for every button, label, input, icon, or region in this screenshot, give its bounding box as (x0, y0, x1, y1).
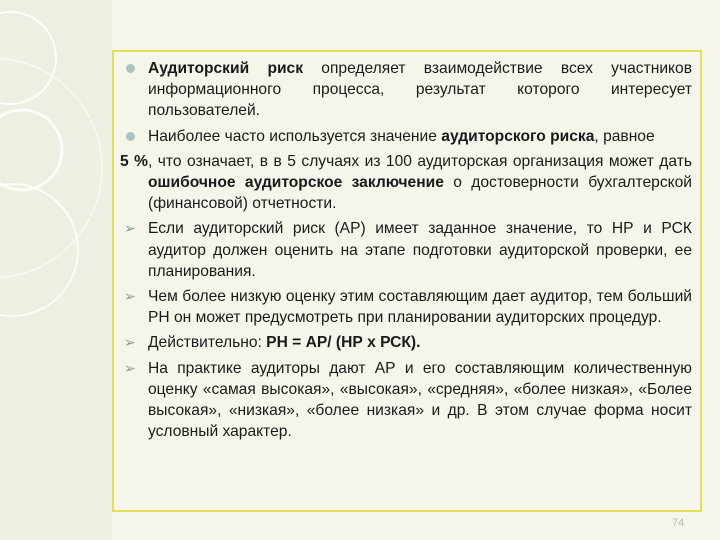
text-run: Наиболее часто используется значение (148, 127, 442, 145)
text-run: Если аудиторский риск (АР) имеет заданное значение, то НР и РСК аудитор должен оценить на этапе подготовки аудиторской проверки, ее планирования. (148, 220, 692, 280)
text-run: Чем более низкую оценку этим составляющим дает аудитор, тем больший РН он может предусмотреть при планировании аудиторских процедур. (148, 288, 692, 327)
bullet-dot-icon (126, 132, 135, 141)
text-run: , равное (594, 127, 655, 145)
text-run: На практике аудиторы дают АР и его составляющим количественную оценку «самая высокая», «высокая», «средняя», «более низкая», «Более высокая», «низкая», «более низкая» и др. В этом случае форма носит условный характер. (148, 359, 692, 441)
text-run: , что означает, в в 5 случаях из 100 аудиторская организация может дать (148, 152, 693, 170)
bold-text-run: аудиторского риска (441, 127, 595, 145)
paragraph-text (148, 128, 655, 145)
paragraph-2 (120, 126, 692, 147)
paragraph-7 (120, 358, 692, 443)
paragraph-text (148, 220, 692, 279)
text-run: о достоверности бухгалтерской (финансовой) отчетности. (148, 174, 692, 213)
bold-text-run: ошибочное аудиторское заключение (148, 174, 444, 192)
bullet-dot-icon (126, 64, 135, 73)
paragraph-text (148, 60, 692, 119)
paragraph-text (148, 334, 420, 351)
slide-text-body (120, 58, 692, 446)
bullet-arrow-icon: ➢ (124, 334, 136, 351)
bullet-arrow-icon: ➢ (124, 288, 136, 305)
bullet-arrow-icon: ➢ (124, 359, 136, 376)
bold-text-run: 5 % (120, 152, 149, 170)
bullet-arrow-icon: ➢ (124, 220, 136, 237)
decorative-circles (0, 0, 112, 330)
bold-text-run: Аудиторский риск (148, 60, 304, 77)
paragraph-4 (120, 218, 692, 282)
text-run: определяет взаимодействие всех участников информационного процесса, результат которого интересует пользователей. (148, 60, 692, 120)
page-number: 74 (672, 517, 685, 529)
paragraph-1 (120, 58, 692, 122)
text-run: Действительно: (148, 334, 267, 352)
paragraph-6 (120, 332, 692, 353)
paragraph-text (148, 360, 692, 441)
paragraph-text (148, 288, 692, 326)
paragraph-5 (120, 286, 692, 328)
bold-text-run: РН = АР/ (НР х РСК). (266, 334, 421, 352)
paragraph-3 (120, 151, 692, 215)
paragraph-text (120, 153, 692, 212)
